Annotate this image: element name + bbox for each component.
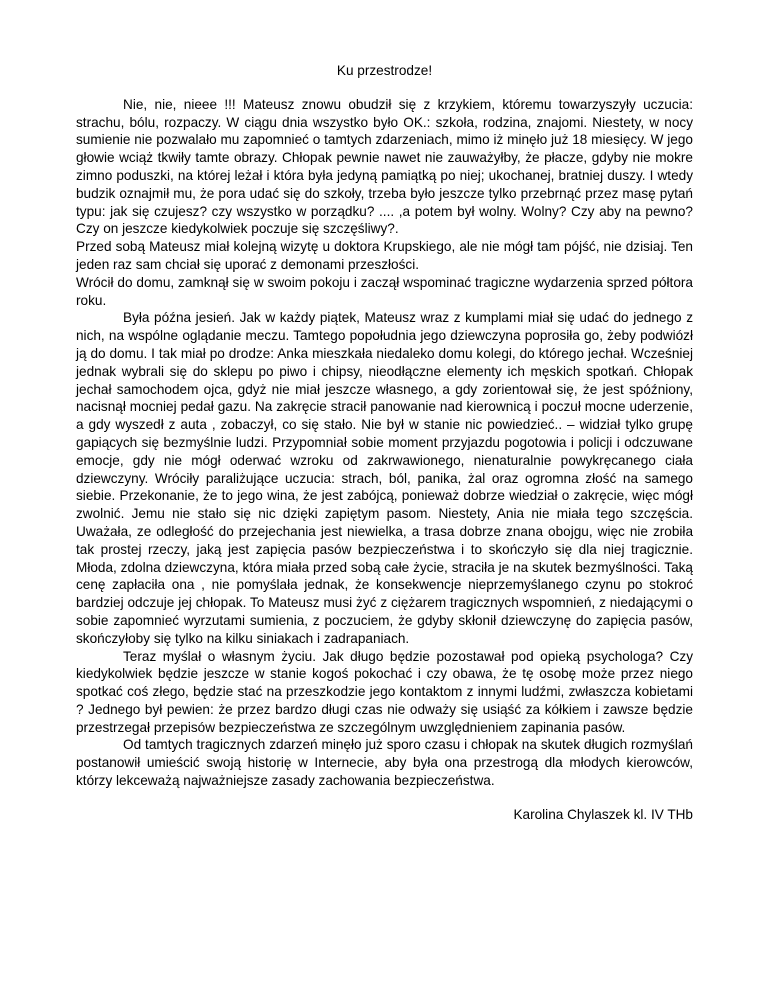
paragraph-6: Od tamtych tragicznych zdarzeń minęło już sporo czasu i chłopak na skutek długich rozmyślań postanowił umieścić swoją historię w Internecie, aby była ona przestrogą dla młodych kierowców, którzy lekceważą najważniejsze zasady zachowania bezpieczeństwa. <box>76 737 693 789</box>
document-title: Ku przestrodze! <box>336 63 433 78</box>
document-page <box>76 62 693 824</box>
paragraph-2: Przed sobą Mateusz miał kolejną wizytę u doktora Krupskiego, ale nie mógł tam pójść, nie dzisiaj. Ten jeden raz sam chciał się uporać z demonami przeszłości. <box>76 239 693 272</box>
paragraph-1: Nie, nie, nieee !!! Mateusz znowu obudził się z krzykiem, któremu towarzyszyły uczucia: strachu, bólu, rozpaczy. W ciągu dnia wszystko było OK.: szkoła, rodzina, znajomi. Niestety, w nocy sumienie nie pozwalało mu zapomnieć o tamtych zdarzeniach, mimo iż minęło już 18 miesięcy. W jego głowie wciąż tkwiły tamte obrazy. Chłopak pewnie nawet nie zauważyłby, że płacze, gdyby nie mokre zimno poduszki, na której leżał i która była jedyną pamiątką po niej; ukochanej, bratniej duszy. I wtedy budzik oznajmił mu, że pora udać się do szkoły, trzeba było jeszcze tylko przebrnąć przez masę pytań typu: jak się czujesz? czy wszystko w porządku? .... ,a potem był wolny. Wolny? Czy aby na pewno? Czy on jeszcze kiedykolwiek poczuje się szczęśliwy?. <box>76 96 693 237</box>
paragraph-3: Wrócił do domu, zamknął się w swoim pokoju i zaczął wspominać tragiczne wydarzenia sprzed półtora roku. <box>76 274 693 308</box>
paragraph-5: Teraz myślał o własnym życiu. Jak długo będzie pozostawał pod opieką psychologa? Czy kiedykolwiek będzie jeszcze w stanie kogoś pokochać i czy obawa, że tę osobę może przez niego spotkać coś złego, będzie stać na przeszkodzie jego kontaktom z innymi ludźmi, zwłaszcza kobietami ? Jednego był pewien: że przez bardzo długi czas nie odważy się usiąść za kółkiem i zawsze będzie przestrzegał przepisów bezpieczeństwa ze szczególnym uwzględnieniem zapinania pasów. <box>76 648 693 735</box>
author-signature: Karolina Chylaszek kl. IV THb <box>513 806 693 822</box>
paragraph-4: Była późna jesień. Jak w każdy piątek, Mateusz wraz z kumplami miał się udać do jednego z nich, na wspólne oglądanie meczu. Tamtego popołudnia jego dziewczyna poprosiła go, żeby podwiózł ją do domu. I tak miał po drodze: Anka mieszkała niedaleko domu kolegi, do którego jechał. Wcześniej jednak wybrali się do sklepu po piwo i chipsy, nieodłączne elementy ich męskich spotkań. Chłopak jechał samochodem ojca, gdyż nie miał jeszcze własnego, a gdy zorientował się, że jest spóźniony, nacisnął mocniej pedał gazu. Na zakręcie stracił panowanie nad kierownicą i poczuł mocne uderzenie, a gdy wyszedł z auta , zobaczył, co się stało. Nie był w stanie nic powiedzieć.. – widział tylko grupę gapiących się bezmyślnie ludzi. Przypomniał sobie moment przyjazdu pogotowia i policji i odczuwane emocje, gdy nie mógł oderwać wzroku od zakrwawionego, nienaturalnie powykręcanego ciała dziewczyny. Wróciły paraliżujące uczucia: strach, ból, panika, żal oraz ogromna złość na samego siebie. Przekonanie, że to jego wina, że jest zabójcą, ponieważ dobrze wiedział o zakręcie, więc mógł zwolnić. Jemu nie stało się nic dzięki zapiętym pasom. Niestety, Ania nie miała tego szczęścia. Uważała, ze odległość do przejechania jest niewielka, a trasa dobrze znana obojgu, więc nie zrobiła tak prostej rzeczy, jaką jest zapięcia pasów bezpieczeństwa i to skończyło się dla niej tragicznie. Młoda, zdolna dziewczyna, która miała przed sobą całe życie, straciła je na skutek bezmyślności. Taką cenę zapłaciła ona , nie pomyślała jednak, że konsekwencje nieprzemyślanego czynu po stokroć bardziej odczuje jej chłopak. To Mateusz musi żyć z ciężarem tragicznych wspomnień, z niedającymi o sobie zapomnieć wyrzutami sumienia, z poczuciem, że gdyby skłonił dziewczynę do zapięcia pasów, skończyłoby się tylko na kilku siniakach i zadrapaniach. <box>76 310 693 646</box>
